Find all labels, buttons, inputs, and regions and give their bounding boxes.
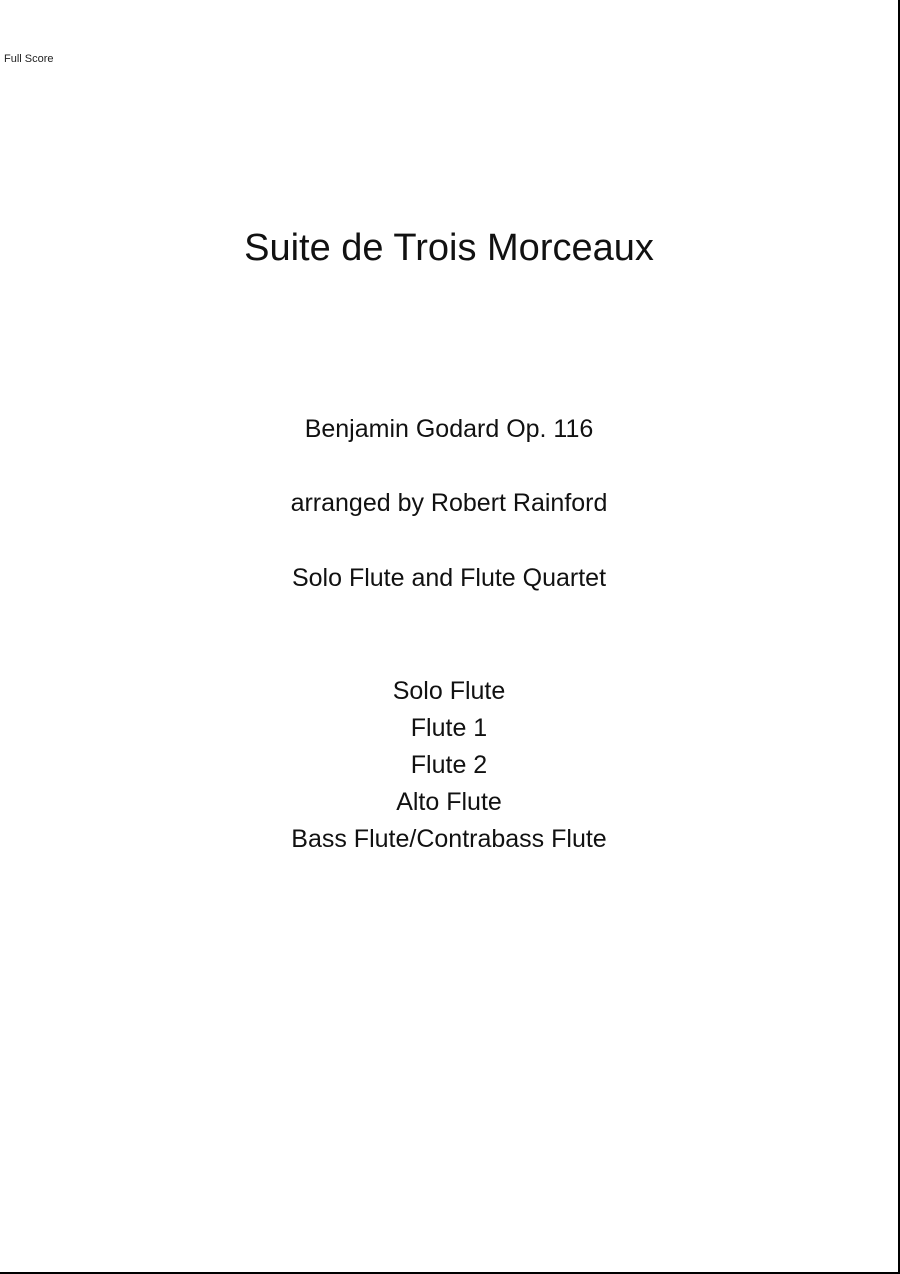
instrument-item: Solo Flute xyxy=(392,677,506,705)
piece-title: Suite de Trois Morceaux xyxy=(244,227,654,269)
instrument-list xyxy=(0,673,898,858)
score-type-label: Full Score xyxy=(4,53,54,65)
instrument-item: Flute 2 xyxy=(410,751,488,779)
instrument-item: Bass Flute/Contrabass Flute xyxy=(291,825,607,853)
instrument-item: Alto Flute xyxy=(396,788,502,816)
scoring-line: Solo Flute and Flute Quartet xyxy=(291,564,607,592)
composer-line: Benjamin Godard Op. 116 xyxy=(304,415,594,443)
arranger-line: arranged by Robert Rainford xyxy=(290,489,608,517)
instrument-item: Flute 1 xyxy=(410,714,488,742)
